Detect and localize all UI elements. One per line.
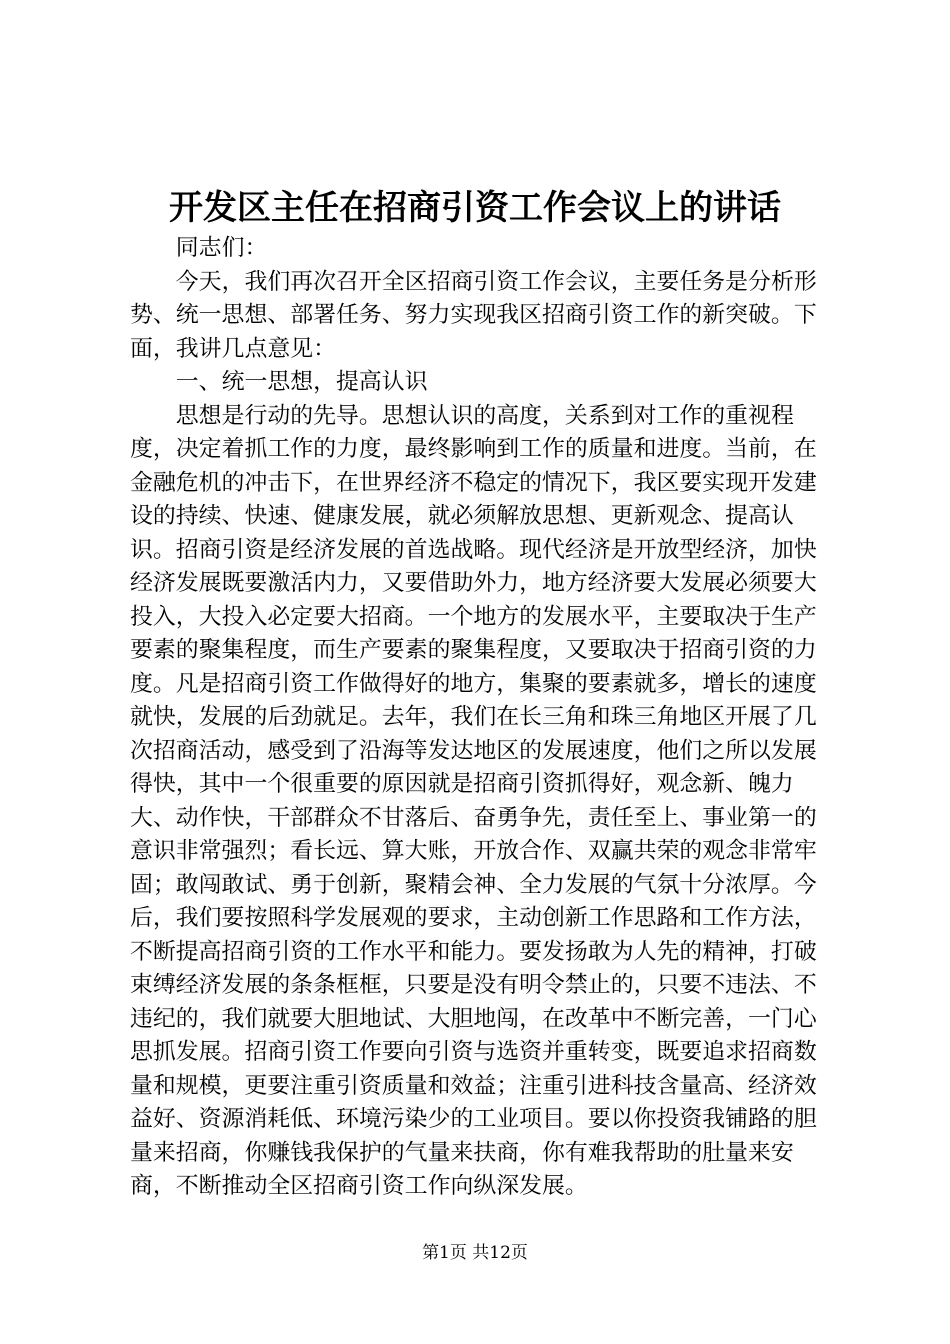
- intro-paragraph: 今天，我们再次召开全区招商引资工作会议，主要任务是分析形势、统一思想、部署任务、努力实现我区招商引资工作的新突破。下面，我讲几点意见：: [130, 268, 817, 362]
- page-footer: [0, 1241, 950, 1265]
- section-paragraph: 思想是行动的先导。思想认识的高度，关系到对工作的重视程度，决定着抓工作的力度，最终影响到工作的质量和进度。当前，在金融危机的冲击下，在世界经济不稳定的情况下，我区要实现开发建设的持续、快速、健康发展，就必须解放思想、更新观念、提高认识。招商引资是经济发展的首选战略。现代经济是开放型经济，加快经济发展既要激活内力，又要借助外力，地方经济要大发展必须要大投入，大投入必定要大招商。一个地方的发展水平，主要取决于生产要素的聚集程度，而生产要素的聚集程度，又要取决于招商引资的力度。凡是招商引资工作做得好的地方，集聚的要素就多，增长的速度就快，发展的后劲就足。去年，我们在长三角和珠三角地区开展了几次招商活动，感受到了沿海等发达地区的发展速度，他们之所以发展得快，其中一个很重要的原因就是招商引资抓得好，观念新、魄力大、动作快，干部群众不甘落后、奋勇争先，责任至上、事业第一的意识非常强烈；看长远、算大账，开放合作、双赢共荣的观念非常牢固；敢闯敢试、勇于创新，聚精会神、全力发展的气氛十分浓厚。今后，我们要按照科学发展观的要求，主动创新工作思路和工作方法，不断提高招商引资的工作水平和能力。要发扬敢为人先的精神，打破束缚经济发展的条条框框，只要是没有明令禁止的，只要不违法、不违纪的，我们就要大胆地试、大胆地闯，在改革中不断完善，一门心思抓发展。招商引资工作要向引资与选资并重转变，既要追求招商数量和规模，更要注重引资质量和效益；注重引进科技含量高、经济效益好、资源消耗低、环境污染少的工业项目。要以你投资我铺路的胆量来招商，你赚钱我保护的气量来扶商，你有难我帮助的肚量来安商，不断推动全区招商引资工作向纵深发展。: [130, 402, 817, 1199]
- document-body: [130, 232, 830, 1204]
- page-total: 共12页: [472, 1243, 528, 1263]
- document-title: 开发区主任在招商引资工作会议上的讲话: [169, 188, 781, 228]
- salutation: 同志们：: [175, 235, 268, 261]
- section-heading: 一、统一思想，提高认识: [175, 369, 428, 395]
- page-number: 第1页: [422, 1243, 467, 1263]
